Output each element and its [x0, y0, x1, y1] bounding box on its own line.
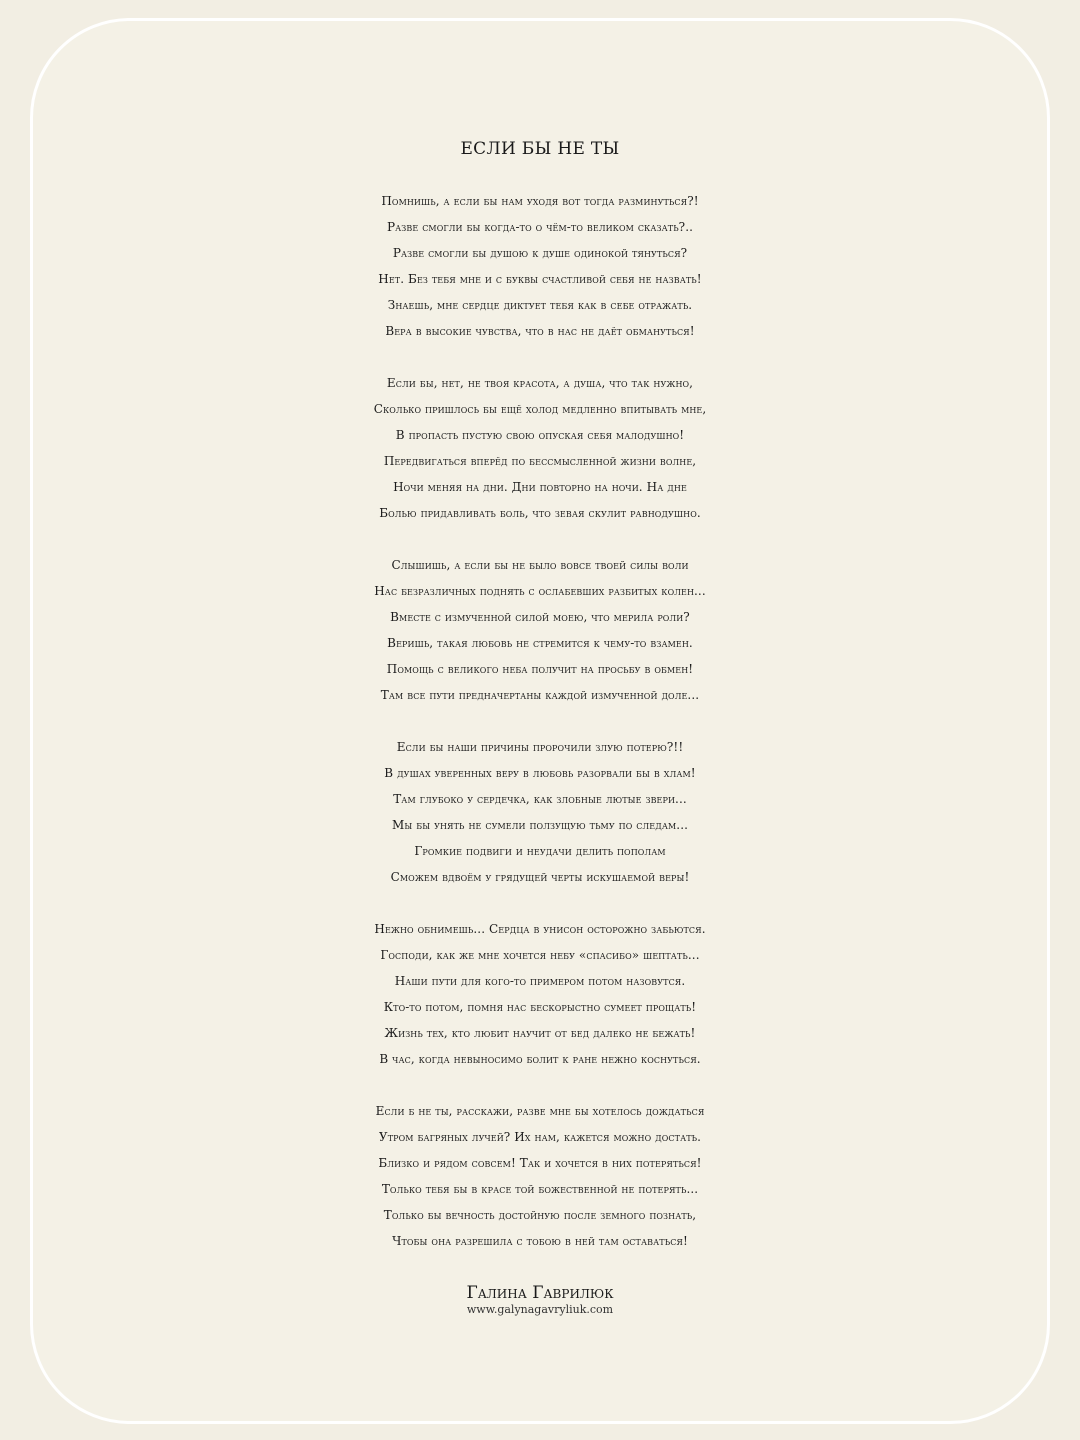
stanza-3	[0, 552, 1080, 708]
poem-line: Только бы вечность достойную после земного познать,	[383, 1208, 697, 1222]
poem-title: ЕСЛИ БЫ НЕ ТЫ	[460, 139, 620, 159]
poem-line: Громкие подвиги и неудачи делить пополам	[414, 844, 666, 858]
poem-line: Вера в высокие чувства, что в нас не даёт обмануться!	[385, 324, 695, 338]
poem-line: Нежно обнимешь... Сердца в унисон осторожно забьются.	[374, 922, 706, 936]
stanza-6	[0, 1098, 1080, 1254]
poem-line: Помнишь, а если бы нам уходя вот тогда разминуться?!	[381, 194, 699, 208]
poem-line: Нет. Без тебя мне и с буквы счастливой себя не назвать!	[378, 272, 702, 286]
poem-line: Знаешь, мне сердце диктует тебя как в себе отражать.	[387, 298, 693, 312]
poem-line: Близко и рядом совсем! Так и хочется в них потеряться!	[378, 1156, 702, 1170]
poem-line: Болью придавливать боль, что зевая скулит равнодушно.	[379, 506, 701, 520]
poem-line: В час, когда невыносимо болит к ране нежно коснуться.	[379, 1052, 701, 1066]
poem-line: Если б не ты, расскажи, разве мне бы хотелось дождаться	[375, 1104, 705, 1118]
poem-line: Там глубоко у сердечка, как злобные лютые звери...	[393, 792, 687, 806]
poem-line: Если бы наши причины пророчили злую потерю?!!	[396, 740, 684, 754]
poem-line: Веришь, такая любовь не стремится к чему-то взамен.	[387, 636, 693, 650]
author-website: www.galynagavryliuk.com	[466, 1303, 614, 1316]
poem-line: Ночи меняя на дни. Дни повторно на ночи. На дне	[393, 480, 687, 494]
poem-line: Там все пути предначертаны каждой измученной доле...	[380, 688, 700, 702]
poem-line: Разве смогли бы душою к душе одинокой тянуться?	[392, 246, 688, 260]
poem-line: Нас безразличных поднять с ослабевших разбитых колен...	[374, 584, 706, 598]
poem-line: Сколько пришлось бы ещё холод медленно впитывать мне,	[373, 402, 707, 416]
poem-line: Разве смогли бы когда-то о чём-то великом сказать?..	[386, 220, 694, 234]
poem-line: Вместе с измученной силой моею, что мерила роли?	[390, 610, 690, 624]
poem-line: Жизнь тех, кто любит научит от бед далеко не бежать!	[384, 1026, 696, 1040]
poem-line: Мы бы унять не сумели ползущую тьму по следам...	[391, 818, 689, 832]
poem-line: Слышишь, а если бы не было вовсе твоей силы воли	[391, 558, 689, 572]
poem-line: Передвигаться вперёд по бессмысленной жизни волне,	[383, 454, 697, 468]
stanza-2	[0, 370, 1080, 526]
poem-line: Чтобы она разрешила с тобою в ней там оставаться!	[392, 1234, 688, 1248]
stanza-5	[0, 916, 1080, 1072]
stanza-1	[0, 188, 1080, 344]
stanza-4	[0, 734, 1080, 890]
poem-line: Если бы, нет, не твоя красота, а душа, что так нужно,	[386, 376, 694, 390]
author-name: Галина Гаврилюк	[466, 1283, 614, 1303]
poem-line: Только тебя бы в красе той божественной не потерять...	[381, 1182, 699, 1196]
poem-line: В пропасть пустую свою опуская себя малодушно!	[395, 428, 685, 442]
poem-line: В душах уверенных веру в любовь разорвали бы в хлам!	[384, 766, 696, 780]
poem-line: Помощь с великого неба получит на просьбу в обмен!	[386, 662, 694, 676]
poem-line: Наши пути для кого-то примером потом назовутся.	[394, 974, 686, 988]
poem-line: Сможем вдвоём у грядущей черты искушаемой веры!	[390, 870, 690, 884]
poem-line: Господи, как же мне хочется небу «спасибо» шептать...	[380, 948, 700, 962]
poem-line: Кто-то потом, помня нас бескорыстно сумеет прощать!	[383, 1000, 697, 1014]
poem-line: Утром багряных лучей? Их нам, кажется можно достать.	[378, 1130, 702, 1144]
